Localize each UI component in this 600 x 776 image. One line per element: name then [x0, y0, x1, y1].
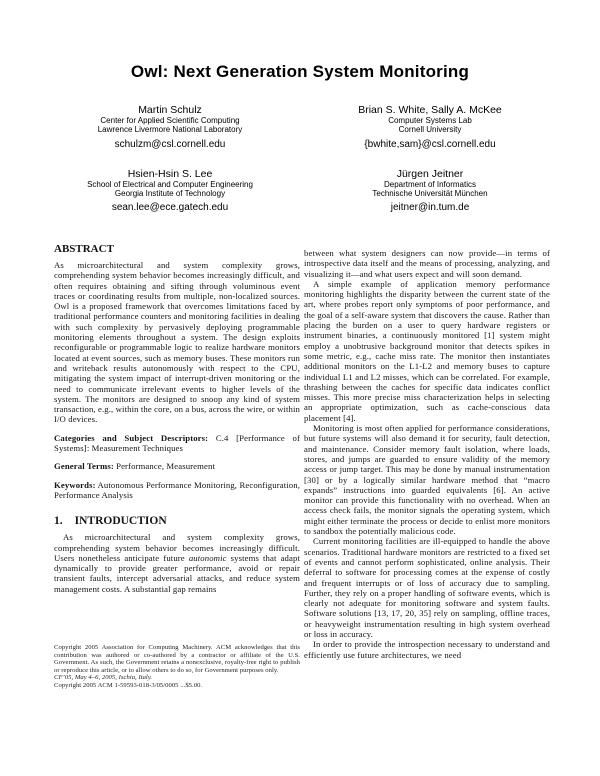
author-block-lee [40, 168, 300, 215]
body-paragraph: Monitoring is most often applied for performance considerations, but future systems will also demand it for security, fault detection, and maintenance. Consider memory fault isolation, where loads, stores, and jumps are guarded to ensure validity of the memory access or jump target. This may be done by manual instrumentation [30] or by a logically similar hardware method that “macro expands” instructions into guarded equivalents [6]. An active monitor can provide this functionality with no overhead. When an access check fails, the monitor signals the operating system, which might either terminate the process or decide to enlist more monitors to sandbox the potentially malicious code. [304, 423, 550, 537]
author-name: Jürgen Jeitner [396, 167, 464, 180]
copyright-notice [54, 644, 300, 690]
categories-label: Categories and Subject Descriptors: [54, 432, 209, 443]
author-email: schulzm@csl.cornell.edu [114, 138, 226, 150]
author-affiliation-2: Cornell University [398, 125, 462, 135]
right-column [304, 248, 550, 660]
keywords-label: Keywords: [54, 479, 96, 490]
abstract-heading: ABSTRACT [54, 243, 114, 255]
authors-grid [40, 104, 560, 214]
introduction-heading-label: INTRODUCTION [74, 515, 167, 528]
body-paragraph: Current monitoring facilities are ill-equipped to handle the above scenarios. Traditional hardware monitors are restricted to a fixed set of events and cannot perform sophisticated, online analysis. Their deferral to software for processing comes at the expense of costly and frequent interrupts or of loss of accuracy due to sampling. Further, they rely on a proper handling of software events, which is clearly not adequate for monitoring software and system faults. Software solutions [13, 17, 20, 35] rely on sampling, offline traces, or heavyweight instrumentation resulting in high system overhead or loss in accuracy. [304, 536, 550, 639]
author-affiliation-1: School of Electrical and Computer Engineering [87, 179, 253, 189]
author-email: {bwhite,sam}@csl.cornell.edu [364, 138, 496, 150]
author-block-jeitner [300, 168, 560, 215]
introduction-paragraph-end: systems that adapt dynamically to provide greater performance, avoid or repair transient faults, intercept adversarial attacks, and reduce system management costs. A substantial gap remains [54, 552, 300, 594]
author-affiliation-1: Computer Systems Lab [388, 116, 472, 125]
body-paragraph: A simple example of application memory performance monitoring highlights the disparity between the current state of the art, where probes report only symptoms of poor performance, and the goal of a self-aware system that discovers the cause. Rather than placing the burden on a user to query hardware registers or instrument binaries, a continuously monitored [1] system might employ a unobtrusive background monitor that detects spikes in some metric, e.g., cache miss rate. The monitor then instantiates additional monitors on the L1-L2 and memory buses to capture individual L1 and L2 misses, which can be correlated. For example, thrashing between the caches for specific data indicates conflict misses. This more precise miss characterization helps in selecting an appropriate optimization, such as cache-conscious data placement [4]. [304, 278, 550, 423]
keywords [54, 480, 300, 501]
introduction-heading [54, 515, 300, 528]
author-affiliation-1: Center for Applied Scientific Computing [100, 116, 240, 125]
general-terms-label: General Terms: [54, 461, 114, 472]
body-paragraph: between what system designers can now provide—in terms of introspective data itself and the means of processing, analyzing, and visualizing it—and what users expect and will soon demand. [304, 248, 550, 279]
author-affiliation-1: Department of Informatics [383, 179, 477, 189]
author-affiliation-2: Lawrence Livermore National Laboratory [97, 125, 243, 135]
introduction-paragraph-italic-term: autonomic [188, 552, 227, 563]
author-name: Brian S. White, Sally A. McKee [358, 104, 502, 116]
author-affiliation-2: Georgia Institute of Technology [114, 188, 226, 198]
copyright-rights: Copyright 2005 ACM 1-59593-018-3/05/0005 ...$5.00. [54, 681, 203, 689]
author-name: Hsien-Hsin S. Lee [127, 167, 213, 180]
left-column [54, 243, 300, 594]
introduction-heading-number: 1. [54, 515, 63, 528]
categories-descriptors [54, 433, 300, 454]
copyright-body: Copyright 2005 Association for Computing Machinery. ACM acknowledges that this contribution was authored or co-authored by a contractor or affiliate of the U.S. Government. As such, the Government retains a nonexclusive, royalty-free right to publish or reproduce this article, or to allow others to do so, for Government purposes only. [54, 644, 300, 674]
general-terms-text: Performance, Measurement [113, 461, 216, 472]
introduction-paragraph-start: As microarchitectural and system complexity grows, comprehending system behavior becomes increasingly difficult. Users nonetheless anticipate future [54, 532, 300, 563]
categories-text: C.4 [Performance of Systems]: Measurement Techniques [54, 432, 300, 454]
body-paragraph: In order to provide the introspection necessary to understand and efficiently use future architectures, we need [304, 639, 550, 660]
abstract-text: As microarchitectural and system complexity grows, comprehending system behavior becomes increasingly difficult, and often requires obtaining and sifting through voluminous event traces or coordinating results from multiple, non-localized sources. Owl is a proposed framework that overcomes limitations faced by traditional performance counters and monitoring facilities in dealing with such complexity by pervasively deploying programmable monitoring elements throughout a system. The design exploits reconfigurable or programmable logic to realize hardware monitors located at event sources, such as memory buses. These monitors run and writeback results autonomously with respect to the CPU, mitigating the system impact of interrupt-driven monitoring or the need to communicate irrelevant events to higher levels of the system. The monitors are designed to snoop any kind of system transaction, e.g., within the core, on a bus, across the wire, or within I/O devices. [54, 260, 300, 425]
author-block-white-mckee [300, 104, 560, 151]
author-email: sean.lee@ece.gatech.edu [111, 202, 229, 214]
author-name: Martin Schulz [138, 104, 202, 116]
introduction-paragraph [54, 532, 300, 594]
author-affiliation-2: Technische Universität München [372, 188, 488, 198]
copyright-venue: CF’05, May 4–6, 2005, Ischia, Italy. [54, 674, 153, 682]
keywords-text: Autonomous Performance Monitoring, Reconfiguration, Performance Analysis [54, 479, 300, 500]
general-terms [54, 461, 300, 471]
paper-title: Owl: Next Generation System Monitoring [130, 62, 470, 81]
author-email: jeitner@in.tum.de [390, 202, 470, 214]
author-block-schulz [40, 104, 300, 151]
